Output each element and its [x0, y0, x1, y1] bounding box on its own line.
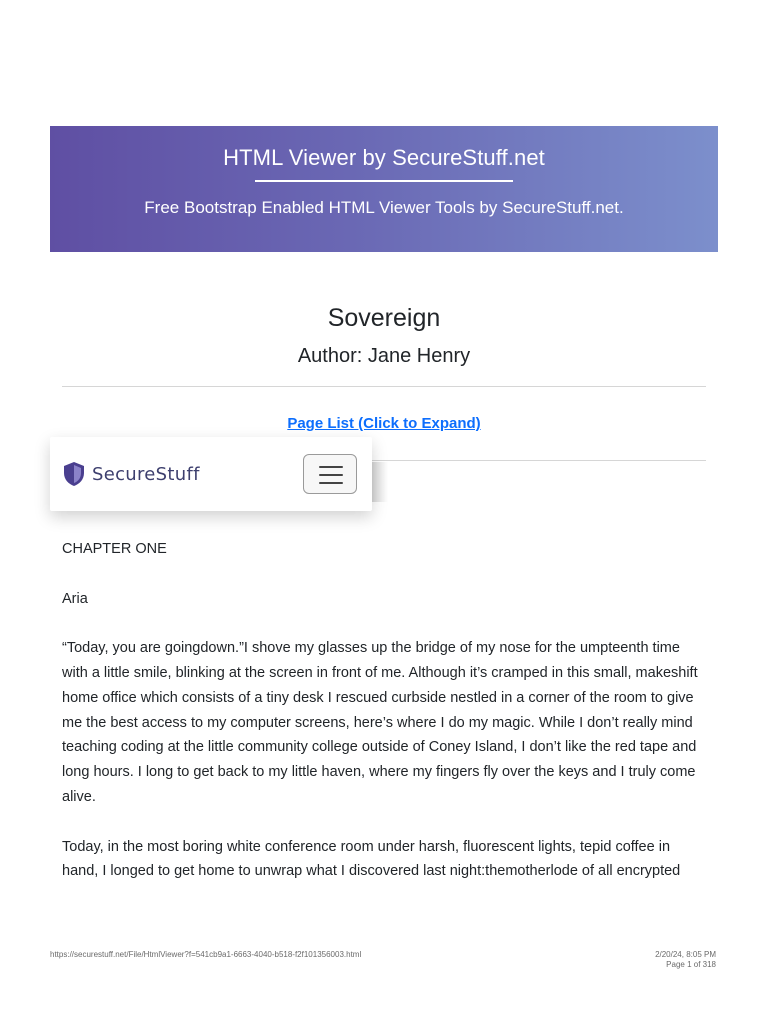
brand-name: SecureStuff	[92, 463, 200, 485]
book-content	[62, 537, 706, 909]
page-list-link[interactable]: Page List (Click to Expand)	[287, 415, 481, 432]
hero-divider	[255, 180, 513, 182]
divider-top	[62, 386, 706, 387]
brand-link[interactable]	[62, 461, 200, 487]
chapter-heading: CHAPTER ONE	[62, 541, 167, 557]
paragraph: “Today, you are goingdown.”I shove my glasses up the bridge of my nose for the umpteenth time with a little smile, blinking at the screen in front of me. Although it’s cramped in this small, makeshift home office which consists of a tiny desk I rescued curbside nestled in a corner of the room to give me the best access to my computer screens, here’s where I do my magic. While I don’t really mind teaching coding at the little community college outside of Coney Island, I don’t like the red tape and long hours. I long to get back to my little haven, where my fingers fly over the keys and I truly come alive.	[62, 640, 698, 805]
hero-subtitle: Free Bootstrap Enabled HTML Viewer Tools by SecureStuff.net.	[144, 198, 624, 217]
hero-banner	[50, 126, 718, 252]
book-title: Sovereign	[327, 304, 441, 332]
character-name: Aria	[62, 590, 88, 607]
footer-url: https://securestuff.net/File/HtmlViewer?f=541cb9a1-6663-4040-b518-f2f101356003.html	[50, 950, 362, 959]
paragraph: Today, in the most boring white conference room under harsh, fluorescent lights, tepid coffee in hand, I longed to get home to unwrap what I discovered last night:themotherlode of all encrypted	[62, 838, 681, 880]
book-author: Author: Jane Henry	[297, 345, 471, 367]
shield-icon	[62, 461, 86, 487]
navbar-shadow	[372, 462, 388, 502]
navbar	[50, 437, 372, 511]
menu-toggle-button[interactable]	[303, 454, 357, 494]
footer-datetime: 2/20/24, 8:05 PM	[655, 950, 716, 959]
footer-page-number: Page 1 of 318	[666, 960, 716, 969]
hero-title: HTML Viewer by SecureStuff.net	[223, 145, 545, 170]
footer-meta	[655, 950, 716, 970]
